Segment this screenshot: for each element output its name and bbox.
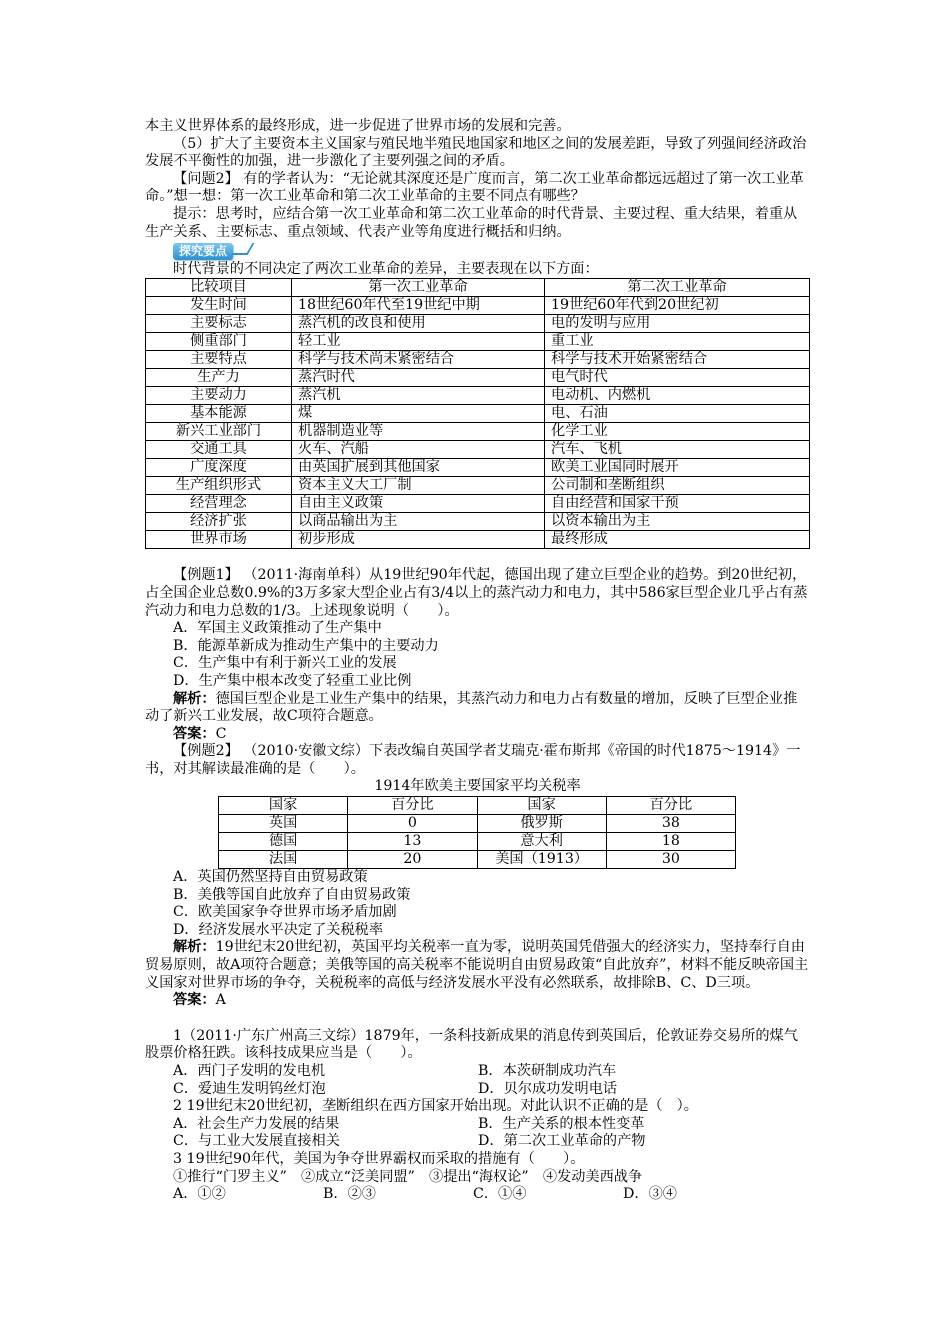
comparison-row bbox=[146, 333, 810, 351]
tariff-header-cell: 百分比 bbox=[348, 797, 477, 815]
comparison-row bbox=[146, 513, 810, 531]
practice-2-options-row bbox=[145, 1116, 810, 1134]
comparison-value-cell: 蒸汽机 bbox=[292, 387, 545, 405]
comparison-row bbox=[146, 369, 810, 387]
comparison-value-cell: 自由经营和国家干预 bbox=[545, 495, 810, 513]
practice-option: A．①② bbox=[173, 1186, 226, 1203]
comparison-row bbox=[146, 423, 810, 441]
tariff-cell: 俄罗斯 bbox=[477, 815, 606, 833]
practice-option: A．西门子发明的发电机 bbox=[173, 1063, 326, 1079]
comparison-value-cell: 18世纪60年代至19世纪中期 bbox=[292, 297, 545, 315]
tariff-header-row bbox=[219, 797, 736, 815]
comparison-value-cell: 科学与技术开始紧密结合 bbox=[545, 351, 810, 369]
example-2-stem bbox=[145, 743, 810, 778]
comparison-value-cell: 机器制造业等 bbox=[292, 423, 545, 441]
explore-badge-label: 探究要点 bbox=[173, 243, 233, 260]
comparison-item-cell: 生产组织形式 bbox=[146, 477, 292, 495]
example-2-option: C．欧美国家争夺世界市场矛盾加剧 bbox=[173, 904, 397, 921]
comparison-value-cell: 火车、汽船 bbox=[292, 441, 545, 459]
example-1-stem bbox=[145, 567, 810, 620]
comparison-row bbox=[146, 351, 810, 369]
tariff-header-cell: 百分比 bbox=[606, 797, 735, 815]
example-1-label: 【例题1】 bbox=[173, 567, 239, 584]
comparison-row bbox=[146, 405, 810, 423]
comparison-header-cell: 第一次工业革命 bbox=[292, 279, 545, 297]
tariff-cell: 0 bbox=[348, 815, 477, 833]
example-1-option: B．能源革新成为推动生产集中的主要动力 bbox=[173, 637, 439, 654]
comparison-item-cell: 侧重部门 bbox=[146, 333, 292, 351]
example-2-option: D．经济发展水平决定了关税税率 bbox=[173, 921, 384, 938]
practice-option: B．生产关系的根本性变革 bbox=[478, 1115, 645, 1132]
practice-3-options-row bbox=[145, 1186, 810, 1204]
comparison-item-cell: 发生时间 bbox=[146, 297, 292, 315]
comparison-value-cell: 科学与技术尚未紧密结合 bbox=[292, 351, 545, 369]
practice-option: D．第二次工业革命的产物 bbox=[478, 1133, 646, 1150]
comparison-body bbox=[146, 297, 810, 549]
tariff-cell: 18 bbox=[606, 833, 735, 851]
comparison-item-cell: 新兴工业部门 bbox=[146, 423, 292, 441]
practice-option: B．②③ bbox=[323, 1186, 376, 1203]
example-2-option: B．美俄等国自此放弃了自由贸易政策 bbox=[173, 886, 411, 903]
practice-3-items: ①推行“门罗主义” ②成立“泛美同盟” ③提出“海权论” ④发动美西战争 bbox=[173, 1168, 643, 1185]
example-2-answer bbox=[145, 992, 810, 1010]
comparison-value-cell: 由英国扩展到其他国家 bbox=[292, 459, 545, 477]
intro-paragraph-1: 本主义世界体系的最终形成，进一步促进了世界市场的发展和完善。 bbox=[145, 118, 571, 134]
comparison-row bbox=[146, 459, 810, 477]
example-2-text: （2010·安徽文综）下表改编自英国学者艾瑞克·霍布斯邦《帝国的时代1875～1914》一书，对其解读最准确的是（ ）。 bbox=[145, 743, 801, 777]
example-1-analysis bbox=[145, 691, 810, 726]
tariff-header-cell: 国家 bbox=[219, 797, 348, 815]
practice-option: A．社会生产力发展的结果 bbox=[173, 1115, 340, 1132]
analysis-label: 解析： bbox=[173, 690, 216, 707]
comparison-item-cell: 交通工具 bbox=[146, 441, 292, 459]
comparison-table bbox=[145, 278, 810, 549]
comparison-value-cell: 煤 bbox=[292, 405, 545, 423]
comparison-value-cell: 最终形成 bbox=[545, 531, 810, 549]
comparison-value-cell: 电气时代 bbox=[545, 369, 810, 387]
tariff-body bbox=[219, 815, 736, 869]
tariff-cell: 美国（1913） bbox=[477, 851, 606, 869]
tariff-row bbox=[219, 833, 736, 851]
comparison-item-cell: 主要标志 bbox=[146, 315, 292, 333]
practice-2-stem: 2 19世纪末20世纪初，垄断组织在西方国家开始出现。对此认识不正确的是（ ）。 bbox=[173, 1098, 698, 1115]
comparison-row bbox=[146, 531, 810, 549]
comparison-value-cell: 蒸汽机的改良和使用 bbox=[292, 315, 545, 333]
practice-option: D．③④ bbox=[623, 1186, 677, 1203]
badge-pencil-icon bbox=[232, 243, 255, 255]
comparison-item-cell: 生产力 bbox=[146, 369, 292, 387]
tariff-row bbox=[219, 815, 736, 833]
example-2-option: A．英国仍然坚持自由贸易政策 bbox=[173, 869, 368, 886]
practice-option: C．爱迪生发明钨丝灯泡 bbox=[173, 1080, 326, 1097]
comparison-item-cell: 经济扩张 bbox=[146, 513, 292, 531]
tariff-cell: 20 bbox=[348, 851, 477, 869]
comparison-value-cell: 轻工业 bbox=[292, 333, 545, 351]
question-2 bbox=[145, 171, 810, 206]
answer-label: 答案： bbox=[173, 992, 216, 1009]
tariff-cell: 38 bbox=[606, 815, 735, 833]
example-2-label: 【例题2】 bbox=[173, 743, 239, 760]
comparison-value-cell: 汽车、飞机 bbox=[545, 441, 810, 459]
example-1-text: （2011·海南单科）从19世纪90年代起，德国出现了建立巨型企业的趋势。到20世纪初，占全国企业总数0.9%的3万多家大型企业占有3/4以上的蒸汽动力和电力，其中586家巨型企业几乎占有蒸汽动力和电力总数的1/3。上述现象说明（ ）。 bbox=[145, 567, 808, 619]
question-2-label: 【问题2】 bbox=[173, 170, 239, 187]
comparison-value-cell: 电、石油 bbox=[545, 405, 810, 423]
tariff-header-cell: 国家 bbox=[477, 797, 606, 815]
comparison-value-cell: 公司制和垄断组织 bbox=[545, 477, 810, 495]
comparison-row bbox=[146, 387, 810, 405]
analysis-label: 解析： bbox=[173, 939, 216, 956]
comparison-value-cell: 19世纪60年代到20世纪初 bbox=[545, 297, 810, 315]
example-1-answer bbox=[145, 726, 810, 744]
comparison-value-cell: 重工业 bbox=[545, 333, 810, 351]
tariff-cell: 意大利 bbox=[477, 833, 606, 851]
question-2-text: 有的学者认为：“无论就其深度还是广度而言，第二次工业革命都远远超过了第一次工业革命。”想一想：第一次工业革命和第二次工业革命的主要不同点有哪些？ bbox=[145, 170, 804, 205]
comparison-value-cell: 资本主义大工厂制 bbox=[292, 477, 545, 495]
comparison-value-cell: 以资本输出为主 bbox=[545, 513, 810, 531]
practice-3-stem: 3 19世纪90年代，美国为争夺世界霸权而采取的措施有（ ）。 bbox=[173, 1150, 585, 1167]
practice-option: D．贝尔成功发明电话 bbox=[478, 1080, 618, 1097]
tariff-cell: 30 bbox=[606, 851, 735, 869]
answer-value: C bbox=[215, 725, 227, 742]
answer-label: 答案： bbox=[173, 725, 216, 742]
comparison-row bbox=[146, 315, 810, 333]
comparison-row bbox=[146, 441, 810, 459]
comparison-value-cell: 以商品输出为主 bbox=[292, 513, 545, 531]
practice-1-options-row bbox=[145, 1081, 810, 1099]
practice-option: C．与工业大发展直接相关 bbox=[173, 1133, 340, 1150]
comparison-row bbox=[146, 477, 810, 495]
intro-paragraph-2: （5）扩大了主要资本主义国家与殖民地半殖民地国家和地区之间的发展差距，导致了列强间经济政治发展不平衡性的加强，进一步激化了主要列强之间的矛盾。 bbox=[145, 135, 807, 170]
compare-lead: 时代背景的不同决定了两次工业革命的差异，主要表现在以下方面： bbox=[173, 260, 599, 277]
comparison-item-cell: 世界市场 bbox=[146, 531, 292, 549]
tariff-cell: 德国 bbox=[219, 833, 348, 851]
practice-option: C．①④ bbox=[473, 1186, 527, 1203]
comparison-header-cell: 比较项目 bbox=[146, 279, 292, 297]
comparison-value-cell: 电的发明与应用 bbox=[545, 315, 810, 333]
comparison-item-cell: 广度深度 bbox=[146, 459, 292, 477]
comparison-row bbox=[146, 297, 810, 315]
comparison-item-cell: 主要特点 bbox=[146, 351, 292, 369]
answer-value: A bbox=[215, 992, 226, 1009]
example-1-option: C．生产集中有利于新兴工业的发展 bbox=[173, 655, 397, 672]
hint-paragraph: 提示：思考时，应结合第一次工业革命和第二次工业革命的时代背景、主要过程、重大结果，着重从生产关系、主要标志、重点领域、代表产业等角度进行概括和归纳。 bbox=[145, 205, 798, 240]
explore-badge bbox=[145, 241, 810, 261]
comparison-item-cell: 经营理念 bbox=[146, 495, 292, 513]
tariff-table bbox=[218, 796, 736, 869]
comparison-row bbox=[146, 495, 810, 513]
practice-1-stem: 1（2011·广东广州高三文综）1879年，一条科技新成果的消息传到英国后，伦敦证券交易所的煤气股票价格狂跌。该科技成果应当是（ ）。 bbox=[145, 1027, 798, 1062]
example-1-option: A．军国主义政策推动了生产集中 bbox=[173, 620, 382, 637]
comparison-header-row bbox=[146, 279, 810, 297]
comparison-value-cell: 欧美工业国同时展开 bbox=[545, 459, 810, 477]
comparison-value-cell: 初步形成 bbox=[292, 531, 545, 549]
practice-1-options-row bbox=[145, 1063, 810, 1081]
comparison-value-cell: 蒸汽时代 bbox=[292, 369, 545, 387]
tariff-table-title: 1914年欧美主要国家平均关税率 bbox=[374, 778, 581, 795]
comparison-header-cell: 第二次工业革命 bbox=[545, 279, 810, 297]
tariff-cell: 13 bbox=[348, 833, 477, 851]
analysis-text: 德国巨型企业是工业生产集中的结果，其蒸汽动力和电力占有数量的增加，反映了巨型企业推动了新兴工业发展，故C项符合题意。 bbox=[145, 690, 798, 725]
tariff-cell: 法国 bbox=[219, 851, 348, 869]
comparison-item-cell: 主要动力 bbox=[146, 387, 292, 405]
analysis-text: 19世纪末20世纪初，英国平均关税率一直为零，说明英国凭借强大的经济实力，坚持奉行自由贸易原则，故A项符合题意；美俄等国的高关税率不能说明自由贸易政策“自此放弃”，材料不能反映帝国主义国家对世界市场的争夺，关税税率的高低与经济发展水平没有必然联系，故排除B、C、D三项。 bbox=[145, 939, 809, 991]
practice-2-options-row bbox=[145, 1133, 810, 1151]
document-page bbox=[145, 118, 810, 1204]
example-2-analysis bbox=[145, 939, 810, 992]
comparison-value-cell: 化学工业 bbox=[545, 423, 810, 441]
comparison-value-cell: 自由主义政策 bbox=[292, 495, 545, 513]
tariff-row bbox=[219, 851, 736, 869]
practice-option: B．本茨研制成功汽车 bbox=[478, 1063, 617, 1079]
comparison-item-cell: 基本能源 bbox=[146, 405, 292, 423]
comparison-value-cell: 电动机、内燃机 bbox=[545, 387, 810, 405]
tariff-cell: 英国 bbox=[219, 815, 348, 833]
example-1-option: D．生产集中根本改变了轻重工业比例 bbox=[173, 672, 412, 689]
